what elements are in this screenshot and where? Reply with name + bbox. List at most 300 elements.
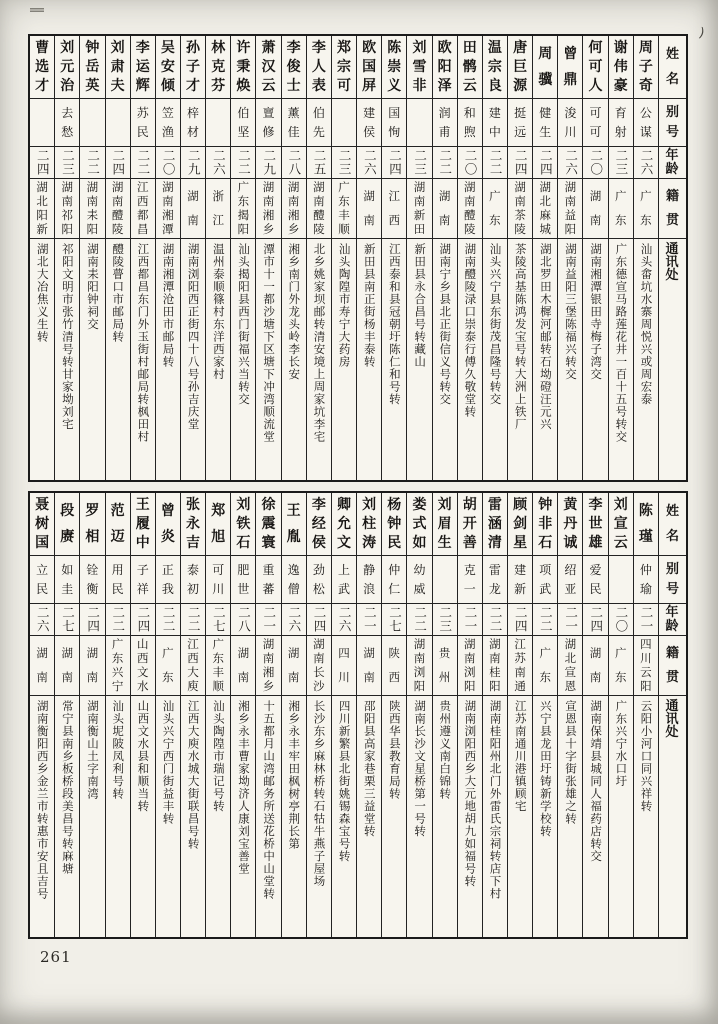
person-age: 二〇 [583,146,607,178]
person-alias: 润 甫 [433,98,457,146]
person-address: 湖南醴陵渌口崇泰行傅久敬堂转 [458,238,482,480]
roster-table-bottom [28,491,688,939]
person-alias: 爱 民 [583,555,607,603]
person-alias: 公 谋 [634,98,658,146]
person-address: 十五都月山湾邮务所送花桥中山堂转 [256,695,280,937]
directory-tables [28,34,688,939]
person-age: 二八 [231,603,255,635]
person-age: 二七 [206,603,230,635]
person-native: 广 东 兴 宁 [106,635,130,695]
header-address: 通 讯 处 [659,695,686,937]
person-native: 浙 江 [206,178,230,238]
person-native: 湖 南 [231,635,255,695]
person-native: 湖 南 浏 阳 [458,635,482,695]
header-name: 姓 名 [665,47,679,87]
person-address: 广东德宣马路莲花井一百十五号转交 [609,238,633,480]
person-address: 湖南湘潭银田寺梅子湾交 [583,238,607,480]
person-alias: 仲 仁 [382,555,406,603]
person-name: 卿 允 文 [336,497,351,551]
person-address: 江西都昌东门外玉街村邮局转枫田村 [131,238,155,480]
header-alias: 别 号 [659,555,686,603]
person-address: 湖南浏阳西乡大元地胡九如福号转 [458,695,482,937]
person-name: 欧 国 屏 [362,40,377,94]
person-age: 二四 [533,146,557,178]
person-native: 湖 南 新 田 [407,178,431,238]
person-native: 广 东 [533,635,557,695]
roster-table-top [28,34,688,482]
person-age: 二三 [55,146,79,178]
person-native: 湖 南 [433,178,457,238]
person-address: 兴宁县龙田圩铸新学校转 [533,695,557,937]
person-address: 汕头陶隍市瑞记号转 [206,695,230,937]
person-name: 刘 肃 夫 [110,40,125,94]
person-alias: 逸 僧 [282,555,306,603]
person-alias: 和 煦 [458,98,482,146]
person-age: 二六 [634,146,658,178]
person-column [457,36,482,480]
person-age: 二一 [458,603,482,635]
person-column [381,493,406,937]
person-native: 湖 南 醴 陵 [307,178,331,238]
person-age: 二八 [282,146,306,178]
person-native: 湖 南 长 沙 [307,635,331,695]
person-column [507,36,532,480]
person-name: 欧 阳 泽 [437,40,452,94]
person-native: 湖 南 [55,635,79,695]
person-native: 广 东 [483,178,507,238]
person-column [255,36,280,480]
person-alias: 去 愁 [55,98,79,146]
person-alias: 建 新 [508,555,532,603]
person-alias: 子 祥 [131,555,155,603]
person-native: 江 西 大 庾 [181,635,205,695]
person-address: 祁阳文明市张竹清号转甘家坳刘宅 [55,238,79,480]
person-address: 温州泰顺篠村东洋西家村 [206,238,230,480]
person-column [582,36,607,480]
person-name: 刘 铁 石 [236,497,251,551]
person-alias [433,555,457,603]
person-name: 李 运 辉 [135,40,150,94]
person-address: 湘乡永丰牢田枫树亭荆长第 [282,695,306,937]
person-age: 二二 [533,603,557,635]
person-column [105,493,130,937]
person-alias: 肥 世 [231,555,255,603]
person-column [608,493,633,937]
person-age: 二〇 [458,146,482,178]
person-age: 二四 [508,603,532,635]
person-age: 二〇 [156,146,180,178]
person-name: 李 俊 士 [286,40,301,94]
header-name: 姓 名 [665,504,679,544]
person-age: 二二 [483,603,507,635]
person-column [79,36,104,480]
person-age: 二一 [256,603,280,635]
person-alias [332,98,356,146]
person-native: 湖 南 [80,635,104,695]
person-alias [30,98,54,146]
person-address: 山西文水县和顺当转 [131,695,155,937]
person-alias: 立 民 [30,555,54,603]
person-address: 汕头坭陂凤利号转 [106,695,130,937]
person-name: 萧 汉 云 [261,40,276,94]
person-native: 四 川 云 阳 [634,635,658,695]
person-age: 二六 [332,603,356,635]
person-alias: 苏 民 [131,98,155,146]
person-name: 李 世 雄 [588,497,603,551]
person-native: 四 川 [332,635,356,695]
person-name: 周 骥 [538,46,553,88]
person-age: 二二 [483,146,507,178]
person-alias: 可 可 [583,98,607,146]
person-age: 二六 [206,146,230,178]
person-name: 李 人 表 [311,40,326,94]
person-address: 新田县永合昌号转藏山 [407,238,431,480]
scan-artifact-mark: ) [697,25,706,42]
person-address: 江西泰和县冠朝圩陈仁和号转 [382,238,406,480]
person-name: 谢 伟 豪 [613,40,628,94]
person-column [79,493,104,937]
person-native: 湖 南 耒 阳 [80,178,104,238]
person-alias: 用 民 [106,555,130,603]
person-name: 郑 旭 [211,503,226,545]
person-column [155,493,180,937]
person-name: 孙 子 才 [186,40,201,94]
person-native: 湖 南 [357,635,381,695]
person-age: 二五 [307,146,331,178]
scan-smudge-artifact [30,8,44,13]
person-address: 潭市十一都沙塘下区塘下冲湾顺流堂 [256,238,280,480]
person-native: 湖 北 阳 新 [30,178,54,238]
person-native: 湖 南 湘 乡 [282,178,306,238]
person-address: 湖北罗田木樨河邮转石坳磴汪元兴 [533,238,557,480]
person-native: 湖 南 [357,178,381,238]
person-address: 陕西华县教育局转 [382,695,406,937]
person-name: 杨 钟 民 [387,497,402,551]
person-alias: 伯 先 [307,98,331,146]
person-name: 雷 涵 清 [487,497,502,551]
person-name: 罗 相 [85,503,100,545]
person-alias [106,98,130,146]
person-age: 二六 [30,603,54,635]
person-column [457,493,482,937]
person-alias: 亶 修 [256,98,280,146]
person-name: 胡 开 善 [462,497,477,551]
page-number: 261 [40,948,72,966]
person-native: 湖 南 醴 陵 [458,178,482,238]
person-column [230,493,255,937]
person-age: 二六 [558,146,582,178]
person-age: 二〇 [609,603,633,635]
person-native: 广 东 [609,178,633,238]
person-alias: 铨 衡 [80,555,104,603]
person-name: 田 鹘 云 [462,40,477,94]
person-name: 曾 鼎 [563,46,578,88]
person-name: 林 克 芬 [211,40,226,94]
person-column [406,493,431,937]
person-alias: 项 武 [533,555,557,603]
person-native: 陕 西 [382,635,406,695]
person-age: 二四 [30,146,54,178]
person-column [205,36,230,480]
person-column [633,36,658,480]
person-address: 湘乡永丰曹家坳济人康刘宝善堂 [231,695,255,937]
person-column [155,36,180,480]
person-address: 汕头畬坑水寨周悦兴或周宏泰 [634,238,658,480]
person-age: 二七 [382,603,406,635]
person-column [306,493,331,937]
person-address: 湖南益阳三堡陈福兴转交 [558,238,582,480]
person-alias: 绍 亚 [558,555,582,603]
person-native: 广 东 丰 顺 [206,635,230,695]
person-native: 湖 南 醴 陵 [106,178,130,238]
header-alias: 别 号 [659,98,686,146]
person-alias: 泰 初 [181,555,205,603]
person-native: 湖 南 祁 阳 [55,178,79,238]
person-address: 汕头陶隍市寿宁大药房 [332,238,356,480]
person-native: 江 西 都 昌 [131,178,155,238]
person-column [130,36,155,480]
person-age: 二二 [80,146,104,178]
person-age: 二二 [131,146,155,178]
person-age: 二六 [282,603,306,635]
person-name: 段 赓 [60,503,75,545]
person-age: 二二 [106,603,130,635]
person-column [582,493,607,937]
person-name: 钟 岳 英 [85,40,100,94]
person-alias: 克 一 [458,555,482,603]
person-native: 湖 北 麻 城 [533,178,557,238]
person-native: 湖 南 湘 潭 [156,178,180,238]
person-name: 刘 眉 生 [437,497,452,551]
person-address: 汕头兴宁西门街益丰转 [156,695,180,937]
person-address: 宣恩县十字街张雄之转 [558,695,582,937]
person-age: 二二 [231,146,255,178]
person-address: 新田县南正街杨丰泰转 [357,238,381,480]
person-address: 汕头揭阳县西门街福兴当转交 [231,238,255,480]
person-column [105,36,130,480]
person-column [205,493,230,937]
header-column [658,36,686,480]
person-native: 江 苏 南 通 [508,635,532,695]
person-name: 钟 非 石 [538,497,553,551]
person-age: 二六 [357,146,381,178]
header-address: 通 讯 处 [659,238,686,480]
person-age: 二二 [407,603,431,635]
person-alias: 可 川 [206,555,230,603]
person-column [557,493,582,937]
person-age: 二三 [407,146,431,178]
person-column [306,36,331,480]
person-name: 郑 宗 可 [336,40,351,94]
person-address: 湖南耒阳钟祠交 [80,238,104,480]
person-name: 李 经 侯 [311,497,326,551]
person-column [281,36,306,480]
person-address: 湖南桂阳州北门外雷氏宗祠转店下村 [483,695,507,937]
person-column [255,493,280,937]
header-column [658,493,686,937]
person-age: 二九 [181,146,205,178]
person-address: 汕头兴宁县东街茂昌隆号转交 [483,238,507,480]
person-alias [80,98,104,146]
person-name: 顾 剑 星 [513,497,528,551]
person-age: 二四 [106,146,130,178]
person-column [432,36,457,480]
person-name: 娄 式 如 [412,497,427,551]
person-native: 广 东 揭 阳 [231,178,255,238]
person-address: 湘乡南门外龙头岭李长安 [282,238,306,480]
person-alias: 挺 远 [508,98,532,146]
person-age: 二七 [55,603,79,635]
person-native: 广 东 [634,178,658,238]
person-address: 湖南湘潭沧田市邮局转 [156,238,180,480]
person-alias: 雷 龙 [483,555,507,603]
person-name: 何 可 人 [588,40,603,94]
header-native: 籍 贯 [659,635,686,695]
person-native: 贵 州 [433,635,457,695]
header-age: 年 龄 [659,146,686,178]
person-address: 醴陵瞢口市邮局转 [106,238,130,480]
person-address: 长沙东乡麻林桥转石牯牛燕子屋场 [307,695,331,937]
person-name: 吴 安 倾 [160,40,175,94]
person-address: 常宁县南乡板桥段美昌号转麻塘 [55,695,79,937]
person-native: 湖 南 湘 乡 [256,635,280,695]
person-alias: 建 中 [483,98,507,146]
person-column [633,493,658,937]
person-alias: 如 圭 [55,555,79,603]
person-address: 云阳小河口同兴祥转 [634,695,658,937]
person-address: 湖北大冶焦义生转 [30,238,54,480]
person-age: 二九 [256,146,280,178]
person-column [482,36,507,480]
person-name: 周 子 奇 [638,40,653,94]
person-age: 二三 [332,146,356,178]
person-column [331,493,356,937]
person-column [356,36,381,480]
person-column [557,36,582,480]
person-address: 湖南浏阳西正街四十八号孙吉庆堂 [181,238,205,480]
person-alias: 上 武 [332,555,356,603]
person-alias: 育 射 [609,98,633,146]
person-name: 陈 瑾 [638,503,653,545]
person-age: 二一 [634,603,658,635]
person-column [30,493,54,937]
person-age: 二四 [583,603,607,635]
person-column [54,493,79,937]
person-column [507,493,532,937]
person-native: 湖 南 益 阳 [558,178,582,238]
person-age: 二一 [558,603,582,635]
person-column [180,493,205,937]
person-native: 湖 南 桂 阳 [483,635,507,695]
person-alias: 重 蕃 [256,555,280,603]
person-column [331,36,356,480]
header-age: 年 龄 [659,603,686,635]
person-column [54,36,79,480]
person-age: 二三 [609,146,633,178]
person-alias: 薰 佳 [282,98,306,146]
person-native: 湖 南 浏 阳 [407,635,431,695]
person-age: 二四 [131,603,155,635]
person-native: 山 西 文 水 [131,635,155,695]
person-name: 陈 崇 义 [387,40,402,94]
person-address: 湖南衡阳西乡金兰市转惠市安且吉号 [30,695,54,937]
person-column [180,36,205,480]
person-native: 湖 南 [583,178,607,238]
person-name: 徐 震 寰 [261,497,276,551]
person-address: 湖南宁乡县北正街信义号转交 [433,238,457,480]
person-address: 江苏南通川港镇顾宅 [508,695,532,937]
person-native: 湖 南 茶 陵 [508,178,532,238]
person-column [432,493,457,937]
person-alias: 伯 坚 [231,98,255,146]
person-name: 唐 巨 源 [513,40,528,94]
person-age: 二四 [382,146,406,178]
person-address: 江西大庾水城大街联昌号转 [181,695,205,937]
person-name: 王 胤 [286,503,301,545]
person-age: 二二 [156,603,180,635]
person-alias: 幼 威 [407,555,431,603]
person-address: 北乡姚家坝邮转清安境上周家坑李宅 [307,238,331,480]
person-native: 广 东 [609,635,633,695]
person-address: 湖南衡山土字南湾 [80,695,104,937]
person-name: 刘 柱 涛 [362,497,377,551]
person-age: 二一 [357,603,381,635]
person-name: 范 迈 [110,503,125,545]
person-name: 许 秉 焕 [236,40,251,94]
person-alias: 正 我 [156,555,180,603]
person-alias [206,98,230,146]
person-column [130,493,155,937]
person-native: 广 东 [156,635,180,695]
person-column [356,493,381,937]
person-name: 聂 树 国 [35,497,50,551]
person-native: 湖 北 宣 恩 [558,635,582,695]
person-address: 湖南保靖县城同人福药店转交 [583,695,607,937]
person-native: 江 西 [382,178,406,238]
person-address: 湖南长沙文星桥第一号转 [407,695,431,937]
person-name: 王 履 中 [135,497,150,551]
person-name: 刘 宣 云 [613,497,628,551]
person-alias: 劲 松 [307,555,331,603]
person-name: 张 永 吉 [186,497,201,551]
person-age: 二三 [433,603,457,635]
person-native: 湖 南 [583,635,607,695]
person-age: 二二 [433,146,457,178]
person-address: 贵州遵义南白锦转 [433,695,457,937]
person-alias: 仲 瑜 [634,555,658,603]
person-age: 二四 [80,603,104,635]
person-column [406,36,431,480]
person-alias [407,98,431,146]
person-name: 曹 选 才 [35,40,50,94]
person-alias: 健 生 [533,98,557,146]
person-column [381,36,406,480]
person-name: 曾 炎 [160,503,175,545]
person-name: 黄 丹 诚 [563,497,578,551]
person-alias [609,555,633,603]
person-address: 邵阳县高家巷栗三益堂转 [357,695,381,937]
person-age: 二二 [181,603,205,635]
person-alias: 静 浪 [357,555,381,603]
person-native: 湖 南 [282,635,306,695]
person-alias: 梓 材 [181,98,205,146]
person-address: 四川新繁县北街姚锡森宝号转 [332,695,356,937]
person-alias: 浚 川 [558,98,582,146]
person-native: 湖 南 [181,178,205,238]
person-age: 二四 [307,603,331,635]
person-column [608,36,633,480]
person-name: 温 宗 良 [487,40,502,94]
